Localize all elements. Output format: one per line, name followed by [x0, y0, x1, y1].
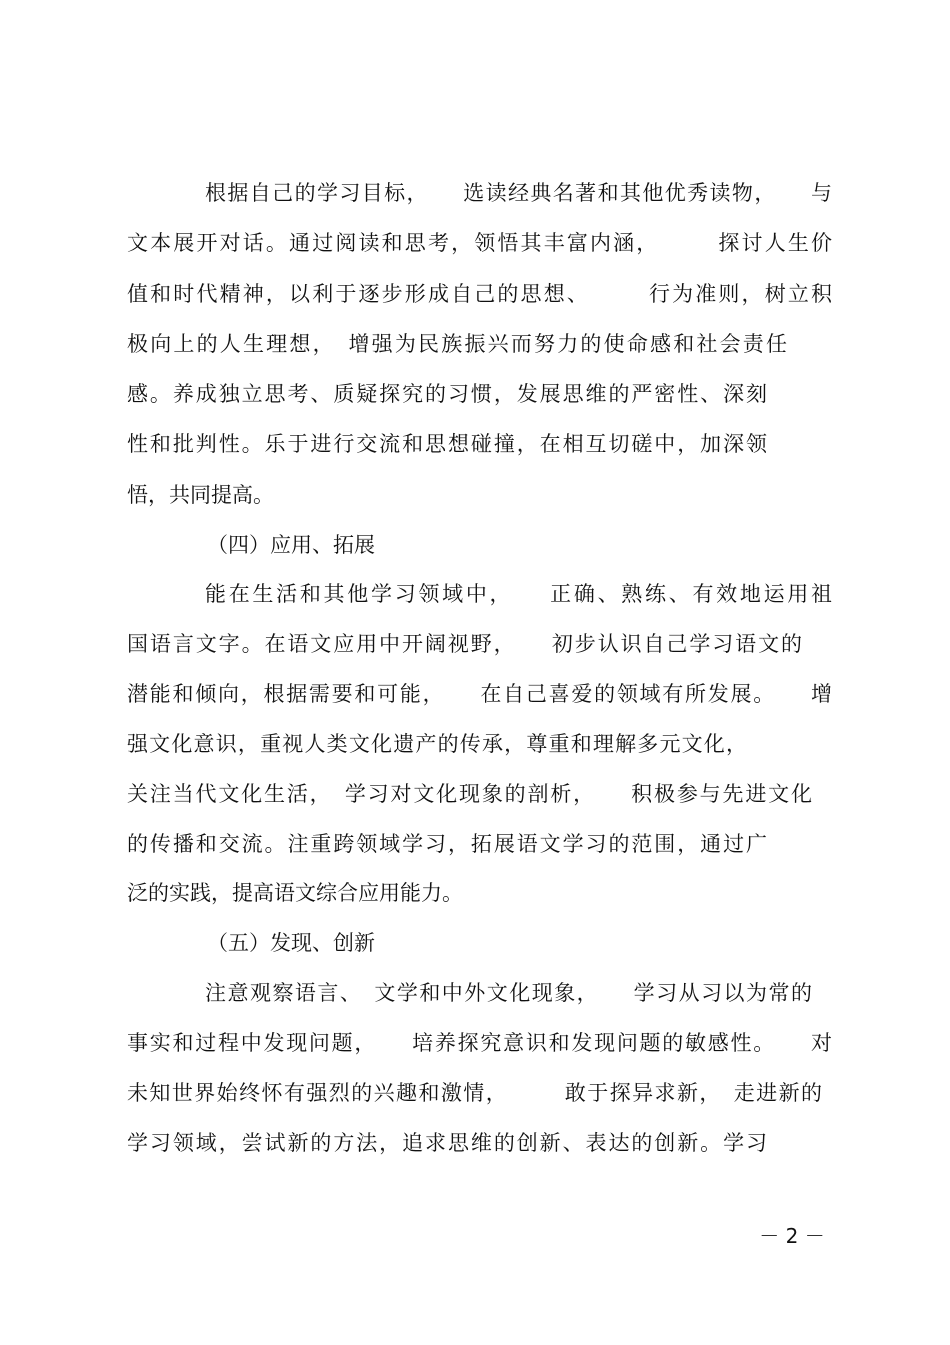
text-line: 关注当代文化生活， 学习对文化现象的剖析， 积极参与先进文化 — [127, 782, 812, 806]
text-line: 极向上的人生理想， 增强为民族振兴而努力的使命感和社会责任 — [127, 332, 787, 356]
text-line: 文本展开对话。通过阅读和思考，领悟其丰富内涵， 探讨人生价 — [127, 231, 832, 255]
text-line: 泛的实践，提高语文综合应用能力。 — [127, 881, 463, 905]
text-line: 国语言文字。在语文应用中开阔视野， 初步认识自己学习语文的 — [127, 632, 802, 656]
section-heading: （五）发现、创新 — [207, 931, 375, 955]
text-line: 的传播和交流。注重跨领域学习，拓展语文学习的范围，通过广 — [127, 832, 767, 856]
text-line: 潜能和倾向，根据需要和可能， 在自己喜爱的领域有所发展。 增 — [127, 682, 832, 706]
text-line: 根据自己的学习目标， 选读经典名著和其他优秀读物， 与 — [205, 181, 832, 205]
text-line: 值和时代精神，以利于逐步形成自己的思想、 行为准则，树立积 — [127, 282, 832, 306]
text-line: 事实和过程中发现问题， 培养探究意识和发现问题的敏感性。 对 — [127, 1031, 832, 1055]
text-line: 强文化意识，重视人类文化遗产的传承，尊重和理解多元文化， — [127, 732, 747, 756]
text-line: 学习领域，尝试新的方法，追求思维的创新、表达的创新。学习 — [127, 1131, 767, 1155]
page-number: － 2 － — [759, 1224, 825, 1248]
section-heading: （四）应用、拓展 — [207, 533, 375, 557]
text-line: 未知世界始终怀有强烈的兴趣和激情， 敢于探异求新， 走进新的 — [127, 1081, 822, 1105]
text-line: 能在生活和其他学习领域中， 正确、熟练、有效地运用祖 — [205, 582, 832, 606]
text-line: 性和批判性。乐于进行交流和思想碰撞，在相互切磋中，加深领 — [127, 432, 767, 456]
text-line: 感。养成独立思考、质疑探究的习惯，发展思维的严密性、深刻 — [127, 382, 767, 406]
text-line: 悟，共同提高。 — [127, 483, 274, 507]
text-line: 注意观察语言、 文学和中外文化现象， 学习从习以为常的 — [205, 981, 812, 1005]
